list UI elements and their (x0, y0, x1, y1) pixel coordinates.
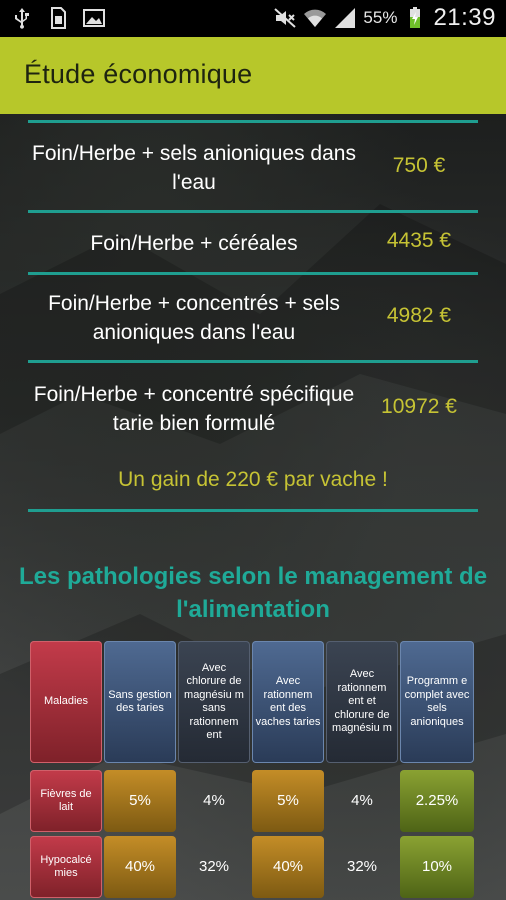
cost-label: Foin/Herbe + concentré spécifique tarie bien formulé (33, 383, 355, 435)
status-bar (0, 0, 506, 37)
cost-value: 4982 € (386, 304, 452, 327)
table-header-cell: Avec chlorure de magnésiu m sans rationnem ent (178, 641, 250, 763)
app-bar (0, 37, 506, 114)
wifi-icon (303, 6, 327, 30)
table-cell: 4% (351, 792, 373, 810)
table-cell: 40% (104, 836, 176, 898)
table-header-cell: Programm e complet avec sels anioniques (400, 641, 474, 763)
image-icon (82, 6, 106, 30)
table-cell: 5% (104, 770, 176, 832)
section-title: Les pathologies selon le management de l'alimentation (18, 563, 488, 623)
table-cell: 10% (400, 836, 474, 898)
table-cell: 32% (346, 858, 378, 876)
clock: 21:39 (433, 4, 496, 31)
mute-icon (273, 6, 297, 30)
battery-percent: 55% (363, 8, 398, 27)
battery-charging-icon (403, 6, 427, 30)
table-row-header: Hypocalcé mies (30, 836, 102, 898)
gain-summary: Un gain de 220 € par vache ! (118, 468, 388, 491)
cost-row (28, 213, 478, 271)
table-cell: 32% (198, 858, 230, 876)
cost-label: Foin/Herbe + céréales (90, 232, 298, 255)
divider (28, 120, 478, 123)
usb-icon (10, 6, 34, 30)
table-cell: 40% (252, 836, 324, 898)
sim-toolkit-icon (46, 6, 70, 30)
signal-icon (333, 6, 357, 30)
table-header-cell: Avec rationnem ent et chlorure de magnésiu m (326, 641, 398, 763)
divider (28, 509, 478, 512)
table-cell: 5% (252, 770, 324, 832)
content-area[interactable] (0, 114, 506, 900)
cost-row (28, 124, 478, 209)
cost-value: 750 € (392, 154, 446, 177)
page-title: Étude économique (24, 59, 253, 89)
cost-row (28, 363, 478, 451)
cost-value: 10972 € (381, 395, 457, 418)
table-cell: 4% (203, 792, 225, 810)
table-header-cell: Avec rationnem ent des vaches taries (252, 641, 324, 763)
cost-label: Foin/Herbe + sels anioniques dans l'eau (32, 142, 356, 194)
cost-value: 4435 € (386, 229, 452, 252)
table-header-cell: Sans gestion des taries (104, 641, 176, 763)
table-header-cell: Maladies (30, 641, 102, 763)
cost-row (28, 275, 478, 359)
cost-label: Foin/Herbe + concentrés + sels anioniques dans l'eau (48, 292, 340, 344)
table-cell: 2.25% (400, 770, 474, 832)
table-row-header: Fièvres de lait (30, 770, 102, 832)
